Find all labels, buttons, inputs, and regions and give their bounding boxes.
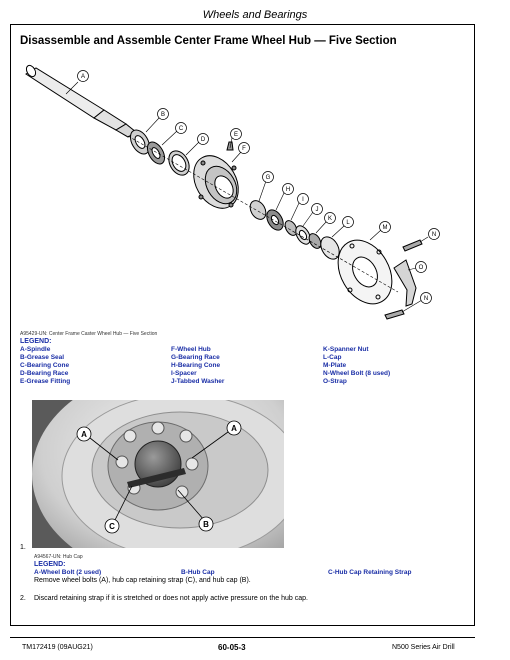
callout-c: C [178,126,184,132]
callout-m: M [382,225,388,231]
step-number: 1. [20,544,26,551]
callout-l: L [346,220,350,226]
running-header: Wheels and Bearings [202,9,308,21]
callout-i: I [302,197,304,203]
legend-item: F-Wheel Hub [171,346,211,353]
figure1-caption: A95429-UN: Center Frame Caster Wheel Hub — Five Section [20,331,158,337]
legend-item: C-Bearing Cone [20,362,70,369]
callout-k: K [327,216,333,222]
legend2-title: LEGEND: [34,561,66,568]
photo-callout-a-left: A [81,430,87,439]
legend-item: C-Hub Cap Retaining Strap [328,569,412,576]
callout-h: H [285,187,291,193]
spindle-shape [26,68,104,118]
callout-e: E [233,132,239,138]
legend-item: I-Spacer [171,370,197,377]
callout-b: B [160,112,166,118]
legend-item: D-Bearing Race [20,370,69,377]
callout-j: J [315,207,319,213]
footer-doc-id: TM172419 (09AUG21) [22,644,93,651]
legend-item: B-Grease Seal [20,354,65,361]
legend-item: G-Bearing Race [171,354,220,361]
exploded-hub-illustration [18,60,470,330]
legend-item: B-Hub Cap [181,569,215,576]
legend-item: H-Bearing Cone [171,362,221,369]
wheel-bolt-shape [403,240,422,251]
step-text: Discard retaining strap if it is stretched or does not apply active pressure on the hub cap. [34,595,308,602]
step-text: Remove wheel bolts (A), hub cap retaining strap (C), and hub cap (B). [34,577,251,584]
strap-shape [394,260,416,306]
callout-a: A [80,74,86,80]
footer-rule [10,637,475,638]
photo-callout-a-right: A [231,424,237,433]
callout-n-bottom: N [423,296,429,302]
legend-item: A-Wheel Bolt (2 used) [34,569,102,576]
legend-item: J-Tabbed Washer [171,378,225,385]
figure2-caption: A94567-UN: Hub Cap [34,554,83,560]
grease-fitting-shape [227,142,233,150]
callout-g: G [265,175,271,181]
legend-item: O-Strap [323,378,347,385]
photo-callout-c: C [109,522,115,531]
callout-d: D [200,137,206,143]
photo-callout-b: B [203,520,209,529]
legend-item: N-Wheel Bolt (8 used) [323,370,391,377]
legend-item: M-Plate [323,362,347,369]
legend-item: L-Cap [323,354,342,361]
legend1-title: LEGEND: [20,338,52,345]
step-number: 2. [20,595,26,602]
footer-page-number: 60-05-3 [218,643,246,652]
legend-item: E-Grease Fitting [20,378,71,385]
callout-n-top: N [431,232,437,238]
legend-item: A-Spindle [20,346,51,353]
callout-o: O [418,265,424,271]
section-title: Disassemble and Assemble Center Frame Wheel Hub — Five Section [20,35,397,47]
footer-product: N500 Series Air Drill [392,644,455,651]
hub-cap-photo [32,400,284,548]
callout-f: F [242,146,246,152]
legend-item: K-Spanner Nut [323,346,369,353]
